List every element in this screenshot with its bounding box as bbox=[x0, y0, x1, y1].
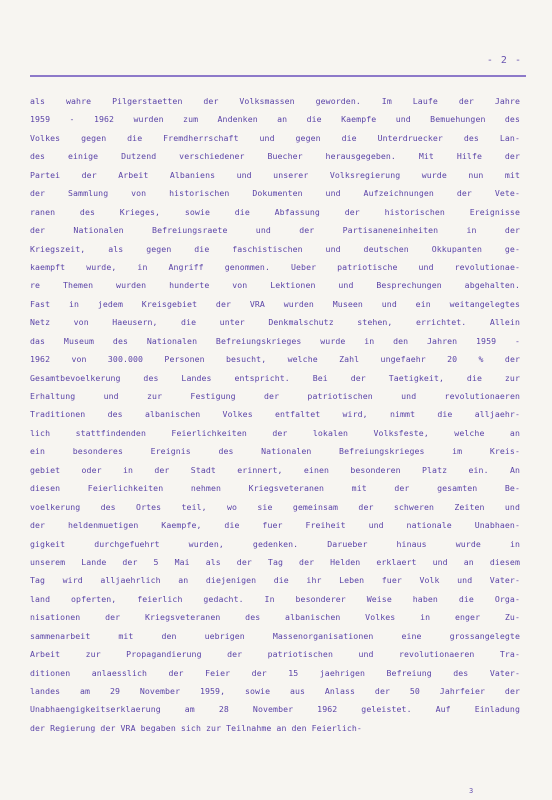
text-line: Traditionen des albanischen Volkes entfaltet wird, nimmt die alljaehr- bbox=[30, 409, 520, 420]
text-line: voelkerung des Ortes teil, wo sie gemeinsam der schweren Zeiten und bbox=[30, 501, 520, 512]
body-text bbox=[30, 92, 520, 737]
text-line: 1962 von 300.000 Personen besucht, welche Zahl ungefaehr 20 % der bbox=[30, 354, 520, 365]
text-line: sammenarbeit mit den uebrigen Massenorganisationen eine grossangelegte bbox=[30, 630, 520, 641]
text-line: Erhaltung und zur Festigung der patriotischen und revolutionaeren bbox=[30, 391, 520, 401]
text-line: ditionen anlaesslich der Feier der 15 jaehrigen Befreiung des Vater- bbox=[30, 667, 520, 678]
text-line: Fast in jedem Kreisgebiet der VRA wurden Museen und ein weitangelegtes bbox=[30, 298, 520, 309]
text-line: der Nationalen Befreiungsraete und der Partisaneneinheiten in der bbox=[30, 225, 520, 236]
text-line: re Themen wurden hunderte von Lektionen und Besprechungen abgehalten. bbox=[30, 280, 520, 291]
text-line: Kriegszeit, als gegen die faschistischen und deutschen Okkupanten ge- bbox=[30, 243, 520, 254]
text-line: land opferten, feierlich gedacht. In besonderer Weise haben die Orga- bbox=[30, 593, 520, 604]
text-line: der Regierung der VRA begaben sich zur Teilnahme an den Feierlich- bbox=[30, 722, 362, 733]
text-line: unserem Lande der 5 Mai als der Tag der Helden erklaert und an diesem bbox=[30, 556, 520, 567]
text-line: Gesamtbevoelkerung des Landes entspricht. Bei der Taetigkeit, die zur bbox=[30, 372, 520, 383]
text-line: ein besonderes Ereignis des Nationalen Befreiungskrieges im Kreis- bbox=[30, 446, 520, 457]
text-line: gebiet oder in der Stadt erinnert, einen besonderen Platz ein. An bbox=[30, 464, 520, 475]
text-line: 1959 - 1962 wurden zum Andenken an die Kaempfe und Bemuehungen des bbox=[30, 114, 520, 125]
text-line: das Museum des Nationalen Befreiungskrieges wurde in den Jahren 1959 - bbox=[30, 335, 520, 346]
text-line: des einige Dutzend verschiedener Buecher herausgegeben. Mit Hilfe der bbox=[30, 151, 520, 162]
text-line: Netz von Haeusern, die unter Denkmalschutz stehen, errichtet. Allein bbox=[30, 317, 520, 328]
continuation-mark: 3 bbox=[469, 787, 474, 795]
text-line: Arbeit zur Propagandierung der patriotischen und revolutionaeren Tra- bbox=[30, 649, 520, 660]
text-line: Volkes gegen die Fremdherrschaft und gegen die Unterdruecker des Lan- bbox=[30, 132, 520, 143]
text-line: nisationen der Kriegsveteranen des albanischen Volkes in enger Zu- bbox=[30, 612, 520, 623]
header-rule bbox=[30, 75, 526, 77]
text-line: der heldenmuetigen Kaempfe, die fuer Freiheit und nationale Unabhaen- bbox=[30, 520, 520, 531]
text-line: landes am 29 November 1959, sowie aus Anlass der 50 Jahrfeier der bbox=[30, 686, 520, 696]
text-line: Unabhaengigkeitserklaerung am 28 November 1962 geleistet. Auf Einladung bbox=[30, 704, 520, 715]
text-line: kaempft wurde, in Angriff genommen. Ueber patriotische und revolutionae- bbox=[30, 261, 520, 272]
text-line: ranen des Krieges, sowie die Abfassung der historischen Ereignisse bbox=[30, 206, 520, 217]
text-line: der Sammlung von historischen Dokumenten und Aufzeichnungen der Vete- bbox=[30, 188, 520, 199]
text-line: Tag wird alljaehrlich an diejenigen die ihr Leben fuer Volk und Vater- bbox=[30, 575, 520, 586]
text-line: als wahre Pilgerstaetten der Volksmassen geworden. Im Laufe der Jahre bbox=[30, 96, 520, 106]
text-line: Partei der Arbeit Albaniens und unserer Volksregierung wurde nun mit bbox=[30, 169, 520, 180]
page-number: - 2 - bbox=[486, 55, 522, 66]
text-line: lich stattfindenden Feierlichkeiten der lokalen Volksfeste, welche an bbox=[30, 427, 520, 438]
text-line: gigkeit durchgefuehrt wurden, gedenken. Darueber hinaus wurde in bbox=[30, 538, 520, 549]
text-line: diesen Feierlichkeiten nehmen Kriegsveteranen mit der gesamten Be- bbox=[30, 483, 520, 494]
